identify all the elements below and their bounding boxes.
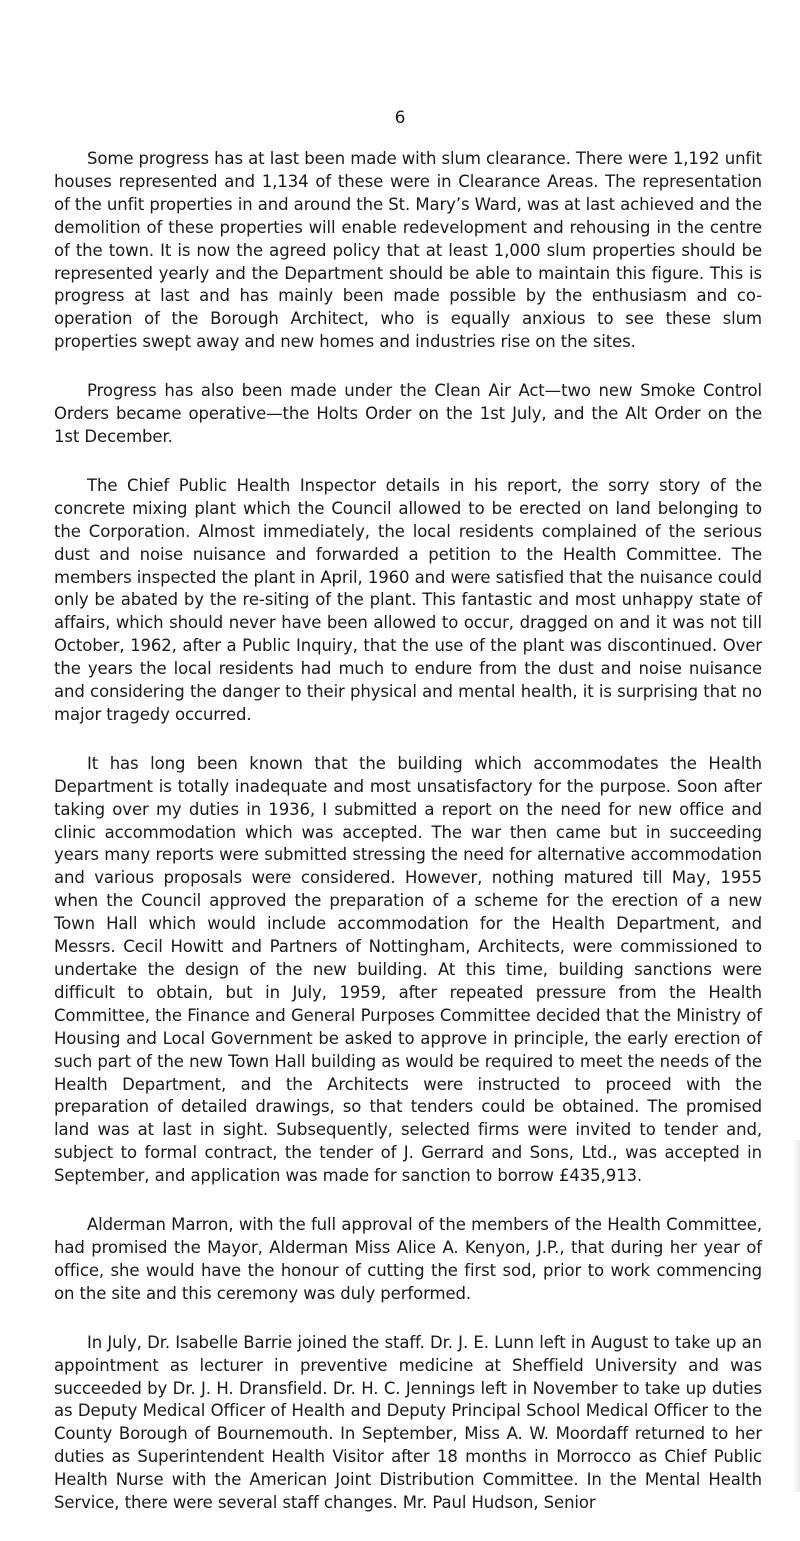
scan-edge-shadow [792,1140,800,1492]
paragraph-concrete-mixing-plant: The Chief Public Health Inspector details in his report, the sorry story of the concrete mixing plant which the Council allowed to be erected on land belonging to the Corporation. Almost immediately, the local residents complained of the serious dust and noise nuisance and forwarded a petition to the Health Committee. The members inspected the plant in April, 1960 and were satisfied that the nuisance could only be abated by the re-siting of the plant. This fantastic and most unhappy state of affairs, which should never have been allowed to occur, dragged on and it was not till October, 1962, after a Public Inquiry, that the use of the plant was discontinued. Over the years the local residents had much to endure from the dust and noise nuisance and considering the danger to their physical and mental health, it is surprising that no major tragedy occurred. [54,475,762,724]
paragraph-first-sod-ceremony: Alderman Marron, with the full approval of the members of the Health Committee, had promised the Mayor, Alderman Miss Alice A. Kenyon, J.P., that during her year of office, she would have the honour of cutting the first sod, prior to work commencing on the site and this ceremony was duly performed. [54,1215,762,1303]
page-number: 6 [394,108,406,128]
paragraph-health-department-building: It has long been known that the building which accommodates the Health Department is totally inadequate and most unsatisfactory for the purpose. Soon after taking over my duties in 1936, I submitted a report on the need for new office and clinic accommodation which was accepted. The war then came but in succeeding years many reports were submitted stressing the need for alternative accommodation and various proposals were considered. However, nothing matured till May, 1955 when the Council approved the preparation of a scheme for the erection of a new Town Hall which would include accommodation for the Health Department, and Messrs. Cecil Howitt and Partners of Nottingham, Architects, were commissioned to undertake the design of the new building. At this time, building sanctions were difficult to obtain, but in July, 1959, after repeated pressure from the Health Committee, the Finance and General Purposes Committee decided that the Ministry of Housing and Local Government be asked to approve in principle, the early erection of such part of the new Town Hall building as would be required to meet the needs of the Health Department, and the Architects were instructed to proceed with the preparation of detailed drawings, so that tenders could be obtained. The promised land was at last in sight. Subsequently, selected firms were invited to tender and, subject to formal contract, the tender of J. Gerrard and Sons, Ltd., was accepted in September, and application was made for sanction to borrow £435,913. [54,753,762,1186]
document-body [54,148,762,1541]
paragraph-slum-clearance: Some progress has at last been made with slum clearance. There were 1,192 unfit houses represented and 1,134 of these were in Clearance Areas. The representation of the unfit properties in and around the St. Mary’s Ward, was at last achieved and the demolition of these properties will enable redevelopment and rehousing in the centre of the town. It is now the agreed policy that at least 1,000 slum properties should be represented yearly and the Department should be able to maintain this figure. This is progress at last and has mainly been made possible by the enthusiasm and co-operation of the Borough Architect, who is equally anxious to see these slum properties swept away and new homes and industries rise on the sites. [54,149,762,352]
paragraph-staff-changes: In July, Dr. Isabelle Barrie joined the staff. Dr. J. E. Lunn left in August to take up an appointment as lecturer in preventive medicine at Sheffield University and was succeeded by Dr. J. H. Dransfield. Dr. H. C. Jennings left in November to take up duties as Deputy Medical Officer of Health and Deputy Principal School Medical Officer to the County Borough of Bournemouth. In September, Miss A. W. Moordaff returned to her duties as Superintendent Health Visitor after 18 months in Morrocco as Chief Public Health Nurse with the American Joint Distribution Committee. In the Mental Health Service, there were several staff changes. Mr. Paul Hudson, Senior [54,1332,762,1513]
paragraph-clean-air-act: Progress has also been made under the Clean Air Act—two new Smoke Control Orders became operative—the Holts Order on the 1st July, and the Alt Order on the 1st December. [54,381,762,446]
